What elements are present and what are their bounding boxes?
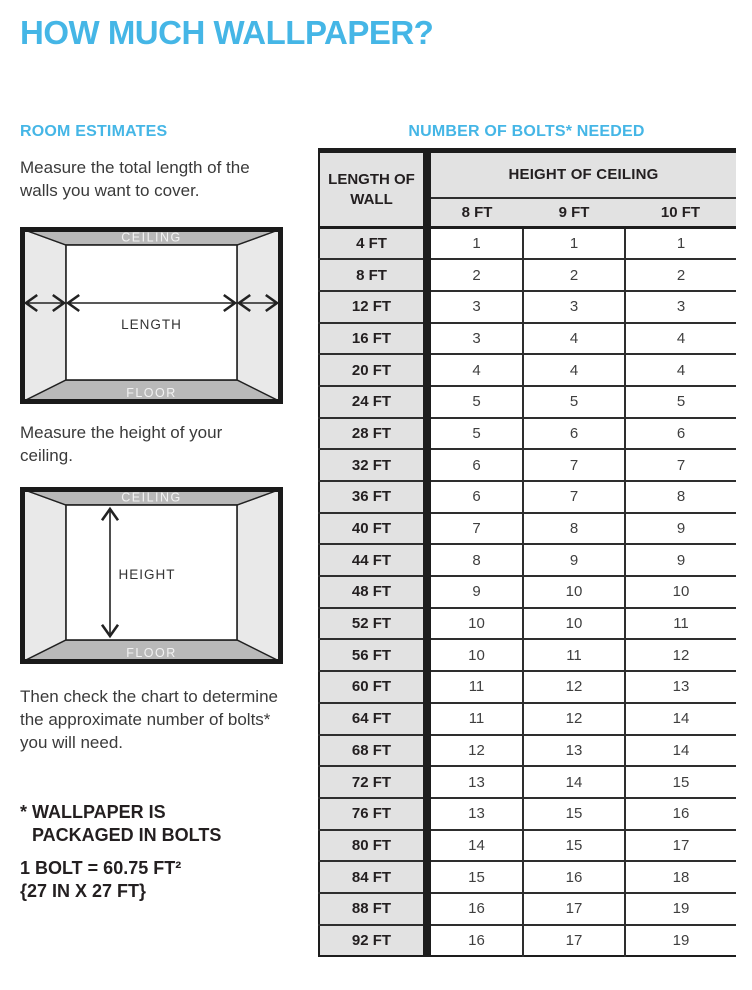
room-height-diagram [20,487,283,664]
table-row [319,449,736,481]
table-row [319,893,736,925]
bolts-cell-9ft: 4 [523,354,625,386]
bolts-cell-10ft: 10 [625,576,736,608]
table-row [319,418,736,450]
bolts-cell-9ft: 15 [523,798,625,830]
bolt-size-note [20,857,181,903]
length-label: LENGTH [121,317,182,332]
col-header-height-of-ceiling: HEIGHT OF CEILING [427,151,736,198]
bolts-table [318,148,736,957]
bolts-cell-8ft: 2 [427,259,523,291]
bolts-table-body [319,228,736,957]
bolts-cell-8ft: 16 [427,893,523,925]
wall-length-cell: 40 FT [319,513,427,545]
bolts-cell-8ft: 1 [472,235,481,253]
table-row [319,735,736,767]
bolts-cell-8ft: 7 [427,513,523,545]
table-row [319,323,736,355]
wall-length-cell: 68 FT [319,735,427,767]
wall-length-cell: 44 FT [319,544,427,576]
ceiling-label: CEILING [121,230,182,245]
bolts-cell-9ft: 7 [523,449,625,481]
bolts-cell-9ft: 8 [523,513,625,545]
wall-length-cell: 72 FT [319,766,427,798]
bolts-cell-8ft: 10 [427,608,523,640]
bolts-cell-9ft: 3 [523,291,625,323]
table-row [319,766,736,798]
ceiling-label: CEILING [121,490,182,505]
bolts-cell-10ft: 3 [625,291,736,323]
table-row [319,608,736,640]
bolts-cell-10ft: 13 [625,671,736,703]
table-row [319,544,736,576]
bolts-cell-9ft: 6 [523,418,625,450]
bolts-table-container [318,148,736,957]
table-row [319,798,736,830]
floor-label: FLOOR [126,646,177,660]
bolts-cell-9ft: 10 [523,576,625,608]
wall-length-cell: 16 FT [319,323,427,355]
instruction-measure-length: Measure the total length of the walls you want to cover. [20,158,250,200]
bolts-cell-10ft: 18 [625,861,736,893]
bolts-cell-8ft: 9 [427,576,523,608]
bolt-size-line2: {27 IN X 27 FT} [20,881,147,901]
bolts-cell-10ft: 4 [625,354,736,386]
table-row [319,925,736,957]
bolts-cell-10ft: 5 [625,386,736,418]
bolts-cell-9ft: 17 [523,925,625,957]
wall-length-cell: 32 FT [319,449,427,481]
wall-length-cell: 52 FT [319,608,427,640]
bolts-cell-9ft: 12 [523,671,625,703]
bolts-cell-10ft: 19 [625,893,736,925]
table-row [319,228,736,260]
wall-length-cell: 76 FT [319,798,427,830]
bolts-cell-8ft: 4 [427,354,523,386]
bolts-cell-9ft: 7 [523,481,625,513]
bolts-cell-10ft: 9 [625,513,736,545]
bolts-cell-10ft: 15 [625,766,736,798]
instruction-measure-height: Measure the height of your ceiling. [20,423,223,465]
wall-length-cell: 88 FT [319,893,427,925]
height-label: HEIGHT [118,567,176,582]
bolts-cell-8ft: 3 [427,323,523,355]
wall-length-cell: 92 FT [319,925,427,957]
bolts-cell-10ft: 11 [625,608,736,640]
bolts-cell-9ft: 16 [523,861,625,893]
wall-length-cell: 4 FT [319,228,427,260]
bolts-cell-9ft: 17 [523,893,625,925]
col-header-9ft: 9 FT [523,198,625,228]
wall-length-cell: 28 FT [319,418,427,450]
bolts-cell-8ft: 15 [427,861,523,893]
bolts-cell-8ft: 12 [427,735,523,767]
table-row [319,354,736,386]
bolts-cell-8ft: 3 [427,291,523,323]
bolts-cell-9ft: 10 [523,608,625,640]
bolts-cell-8ft: 11 [427,703,523,735]
bolts-cell-10ft: 9 [625,544,736,576]
bolts-cell-8ft: 5 [427,418,523,450]
bolts-cell-9ft: 13 [523,735,625,767]
bolts-cell-9ft: 11 [523,639,625,671]
footnote-line1: * WALLPAPER IS [20,802,166,822]
wall-length-cell: 84 FT [319,861,427,893]
table-row [319,513,736,545]
bolts-cell-10ft: 14 [625,735,736,767]
bolts-cell-10ft: 16 [625,798,736,830]
col-header-length-of-wall: LENGTH OF WALL [319,151,427,228]
bolts-cell-8ft: 8 [427,544,523,576]
bolts-cell-10ft: 4 [625,323,736,355]
side-wall-left [22,229,66,402]
bolts-cell-10ft: 8 [625,481,736,513]
table-row [319,671,736,703]
back-wall [66,245,237,380]
table-row [319,386,736,418]
col-header-10ft: 10 FT [625,198,736,228]
table-row [319,830,736,862]
bolts-cell-8ft: 6 [427,449,523,481]
wall-length-cell: 8 FT [319,259,427,291]
bolts-cell-8ft: 13 [427,766,523,798]
bolts-cell-8ft: 11 [427,671,523,703]
table-header-row [319,151,736,198]
wall-length-cell: 12 FT [319,291,427,323]
table-row [319,576,736,608]
bolts-cell-8ft: 14 [427,830,523,862]
bolts-cell-8ft: 5 [427,386,523,418]
bolts-cell-9ft: 12 [523,703,625,735]
bolts-cell-10ft: 12 [625,639,736,671]
bolts-cell-9ft: 14 [523,766,625,798]
bolts-needed-heading: NUMBER OF BOLTS* NEEDED [408,123,645,140]
bolts-cell-10ft: 6 [625,418,736,450]
bolts-cell-10ft: 17 [625,830,736,862]
room-length-diagram [20,227,283,404]
bolts-cell-9ft: 15 [523,830,625,862]
side-wall-right [237,489,281,662]
floor-label: FLOOR [126,386,177,400]
wall-length-cell: 56 FT [319,639,427,671]
bolts-cell-8ft: 10 [427,639,523,671]
bolts-cell-9ft: 9 [523,544,625,576]
table-row [319,703,736,735]
bolt-size-line1: 1 BOLT = 60.75 FT² [20,858,182,878]
wall-length-cell: 60 FT [319,671,427,703]
bolts-cell-9ft: 1 [523,228,625,260]
col-header-8ft: 8 FT [427,198,523,228]
instruction-check-chart: Then check the chart to determine the approximate number of bolts* you will need. [20,687,278,752]
wall-length-cell: 64 FT [319,703,427,735]
bolts-cell-10ft: 2 [625,259,736,291]
bolts-cell-9ft: 4 [523,323,625,355]
bolts-cell-8ft: 13 [427,798,523,830]
wall-length-cell: 20 FT [319,354,427,386]
wallpaper-bolts-footnote [20,801,221,847]
wall-length-cell: 48 FT [319,576,427,608]
footnote-line2: PACKAGED IN BOLTS [32,825,222,845]
side-wall-left [22,489,66,662]
side-wall-right [237,229,281,402]
bolts-cell-9ft: 5 [523,386,625,418]
bolts-cell-10ft: 1 [625,228,736,260]
bolts-cell-10ft: 19 [625,925,736,957]
table-row [319,259,736,291]
wall-length-cell: 24 FT [319,386,427,418]
room-estimates-heading: ROOM ESTIMATES [20,123,168,140]
bolts-cell-8ft: 16 [427,925,523,957]
wall-length-cell: 80 FT [319,830,427,862]
page-title: HOW MUCH WALLPAPER? [20,14,434,51]
table-row [319,639,736,671]
table-row [319,291,736,323]
table-row [319,481,736,513]
bolts-cell-8ft: 6 [427,481,523,513]
bolts-cell-10ft: 14 [625,703,736,735]
bolts-cell-9ft: 2 [523,259,625,291]
bolts-cell-10ft: 7 [625,449,736,481]
wall-length-cell: 36 FT [319,481,427,513]
table-row [319,861,736,893]
